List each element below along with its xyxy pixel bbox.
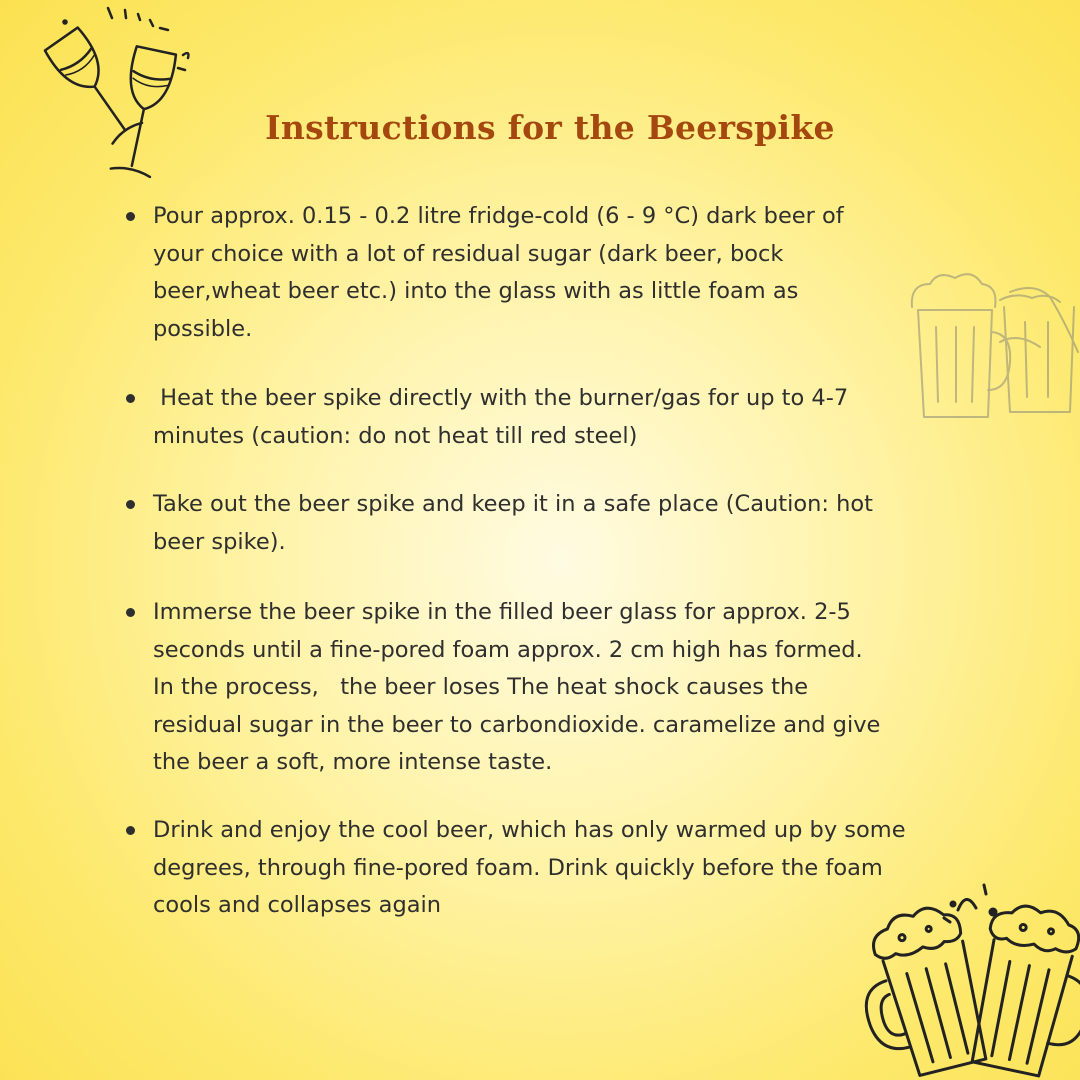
instruction-text: Drink and enjoy the cool beer, which has only warmed up by some degrees, through fine-pored foam. Drink quickly before the foam cools and collapses again	[153, 817, 906, 918]
bullet-icon	[126, 212, 135, 221]
page-title: Instructions for the Beerspike	[265, 108, 835, 147]
bullet-icon	[126, 608, 135, 617]
bullet-icon	[126, 394, 135, 403]
wine-glasses-toast-icon	[10, 0, 200, 190]
instruction-text: Immerse the beer spike in the filled beer glass for approx. 2-5 seconds until a fine-pored foam approx. 2 cm high has formed. In the process, the beer loses The heat shock causes the residual sugar in the beer to carbondioxide. caramelize and give the beer a soft, more intense taste.	[153, 599, 881, 775]
bullet-icon	[126, 500, 135, 509]
bullet-icon	[126, 826, 135, 835]
instruction-text: Pour approx. 0.15 - 0.2 litre fridge-cold (6 - 9 °C) dark beer of your choice with a lot of residual sugar (dark beer, bock beer,wheat beer etc.) into the glass with as little foam as possible.	[153, 203, 844, 342]
instruction-text: Take out the beer spike and keep it in a safe place (Caution: hot beer spike).	[153, 491, 873, 555]
instruction-text: Heat the beer spike directly with the burner/gas for up to 4-7 minutes (caution: do not heat till red steel)	[153, 385, 849, 449]
